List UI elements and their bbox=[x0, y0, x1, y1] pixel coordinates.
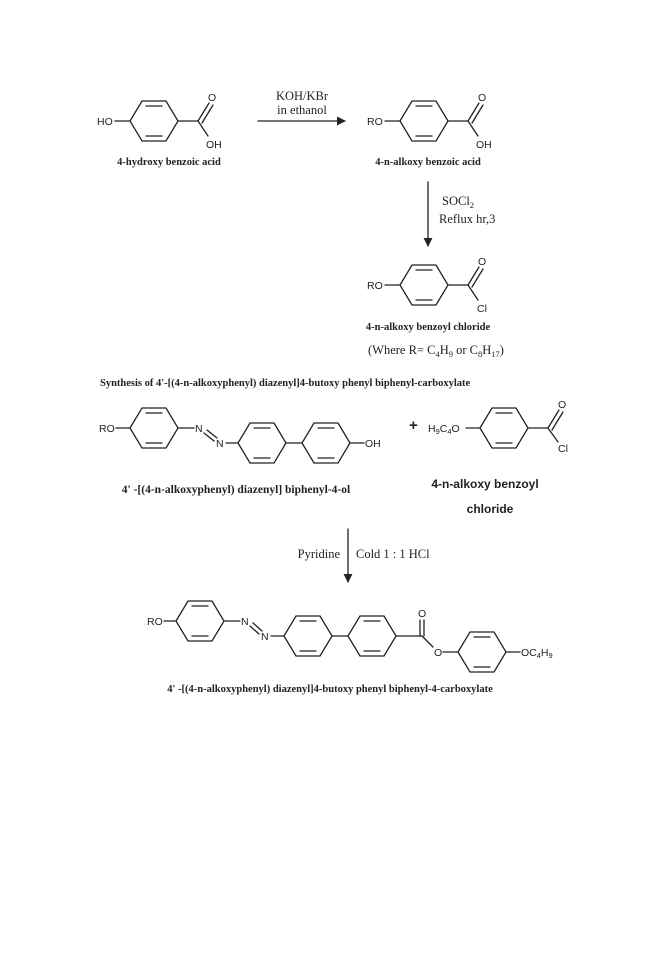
atom-o-label: O bbox=[434, 647, 443, 659]
reagent-in-ethanol: in ethanol bbox=[277, 103, 327, 117]
atom-o-label: O bbox=[478, 256, 487, 268]
molecule-final-product bbox=[147, 601, 553, 672]
label-final-product: 4' -[(4-n-alkoxyphenyl) diazenyl]4-butoxy phenyl biphenyl-4-carboxylate bbox=[167, 684, 493, 695]
reagent-socl2: SOCl$_2$ bbox=[442, 194, 475, 210]
atom-ro-label: RO bbox=[367, 116, 383, 128]
reagent-koh-kbr: KOH/KBr bbox=[275, 89, 329, 103]
atom-ro-label: RO bbox=[367, 280, 383, 292]
atom-oh-label: OH bbox=[365, 438, 381, 450]
atom-oh-label: OH bbox=[476, 139, 492, 151]
molecule-butoxy-benzoyl-chloride bbox=[428, 399, 568, 455]
molecule-diazenyl-biphenyl-ol bbox=[99, 408, 381, 463]
atom-oh-label: OH bbox=[206, 139, 222, 151]
label-alkoxy-benzoyl-line1: 4-n-alkoxy benzoyl bbox=[431, 477, 539, 491]
atom-h9c4o-label: H9C4O bbox=[428, 423, 460, 436]
atom-n-label: N bbox=[241, 616, 249, 628]
plus-sign: + bbox=[409, 417, 418, 434]
molecule-4-hydroxy-benzoic-acid bbox=[97, 92, 222, 151]
atom-oc4h9-label: OC4H9 bbox=[521, 647, 553, 660]
synthesis-title: Synthesis of 4'-[(4-n-alkoxyphenyl) diazenyl]4-butoxy phenyl biphenyl-carboxylate bbox=[100, 378, 471, 389]
label-4-n-alkoxy-benzoyl-chloride: 4-n-alkoxy benzoyl chloride bbox=[365, 322, 491, 333]
atom-o-label: O bbox=[478, 92, 487, 104]
molecule-4-n-alkoxy-benzoic-acid bbox=[367, 92, 492, 151]
atom-o-label: O bbox=[208, 92, 217, 104]
atom-ro-label: RO bbox=[99, 423, 115, 435]
atom-cl-label: Cl bbox=[558, 443, 568, 455]
label-diazenyl-biphenyl-ol: 4' -[(4-n-alkoxyphenyl) diazenyl] biphenyl-4-ol bbox=[121, 484, 351, 496]
label-4-hydroxy-benzoic-acid: 4-hydroxy benzoic acid bbox=[117, 157, 221, 168]
molecule-4-n-alkoxy-benzoyl-chloride bbox=[367, 256, 487, 315]
label-4-n-alkoxy-benzoic-acid: 4-n-alkoxy benzoic acid bbox=[375, 157, 481, 168]
reagent-reflux: Reflux hr,3 bbox=[439, 212, 496, 226]
label-alkoxy-benzoyl-line2: chloride bbox=[466, 502, 514, 516]
where-r-note: (Where $R= C_4H_9$ or $C_8H_{17}$) bbox=[368, 343, 504, 359]
atom-n-label: N bbox=[216, 438, 224, 450]
atom-n-label: N bbox=[195, 423, 203, 435]
reagent-pyridine: Pyridine bbox=[297, 547, 340, 561]
atom-ro-label: RO bbox=[147, 616, 163, 628]
atom-ho-label: HO bbox=[97, 116, 113, 128]
atom-o-label: O bbox=[418, 608, 427, 620]
reagent-cold-hcl: Cold 1 : 1 HCl bbox=[356, 547, 430, 561]
atom-cl-label: Cl bbox=[477, 303, 487, 315]
atom-o-label: O bbox=[558, 399, 567, 411]
atom-n-label: N bbox=[261, 631, 269, 643]
